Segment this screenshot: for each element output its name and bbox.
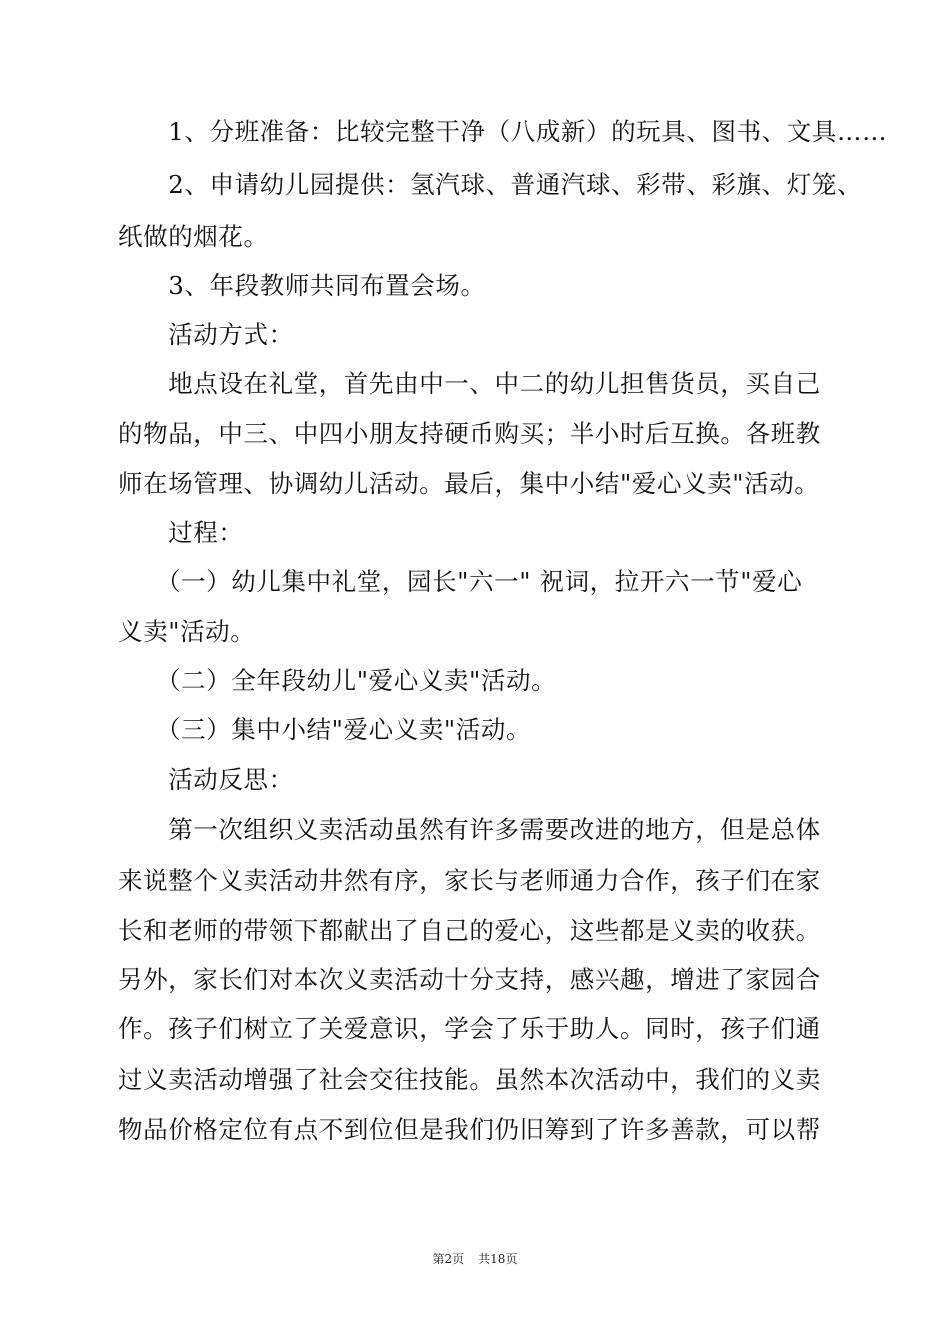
text-line: 作。孩子们树立了关爱意识，学会了乐于助人。同时，孩子们通 <box>118 1014 821 1043</box>
page-number: 第2页 <box>432 1252 465 1266</box>
text-line: 师在场管理、协调幼儿活动。最后，集中小结"爱心义卖"活动。 <box>118 469 820 498</box>
text-line: （三）集中小结"爱心义卖"活动。 <box>118 715 532 744</box>
text-line: 义卖"活动。 <box>118 617 256 646</box>
text-line: 过程： <box>118 518 244 547</box>
text-line: 来说整个义卖活动井然有序，家长与老师通力合作，孩子们在家 <box>118 866 821 895</box>
text-line: （二）全年段幼儿"爱心义卖"活动。 <box>118 666 557 695</box>
text-line: 地点设在礼堂，首先由中一、中二的幼儿担售货员，买自己 <box>118 369 821 398</box>
text-line: 物品价格定位有点不到位但是我们仍旧筹到了许多善款，可以帮 <box>118 1115 821 1144</box>
text-line: 活动方式： <box>118 320 294 349</box>
text-line: 长和老师的带领下都献出了自己的爱心，这些都是义卖的收获。 <box>118 916 821 945</box>
text-line: 第一次组织义卖活动虽然有许多需要改进的地方，但是总体 <box>118 815 821 844</box>
text-line: 另外，家长们对本次义卖活动十分支持，感兴趣，增进了家园合 <box>118 965 821 994</box>
text-line: （一）幼儿集中礼堂，园长"六一" 祝词，拉开六一节"爱心 <box>118 567 803 596</box>
text-line: 活动反思： <box>118 765 294 794</box>
text-line: 1、分班准备：比较完整干净（八成新）的玩具、图书、文具…… <box>118 117 888 146</box>
text-line: 过义卖活动增强了社会交往技能。虽然本次活动中，我们的义卖 <box>118 1065 821 1094</box>
text-line: 的物品，中三、中四小朋友持硬币购买；半小时后互换。各班教 <box>118 419 821 448</box>
text-line: 3、年段教师共同布置会场。 <box>118 271 486 300</box>
text-line: 2、申请幼儿园提供：氢汽球、普通汽球、彩带、彩旗、灯笼、 <box>118 170 863 199</box>
text-line: 纸做的烟花。 <box>118 222 269 251</box>
page-total: 共18页 <box>478 1252 518 1266</box>
page-footer <box>0 1251 950 1267</box>
